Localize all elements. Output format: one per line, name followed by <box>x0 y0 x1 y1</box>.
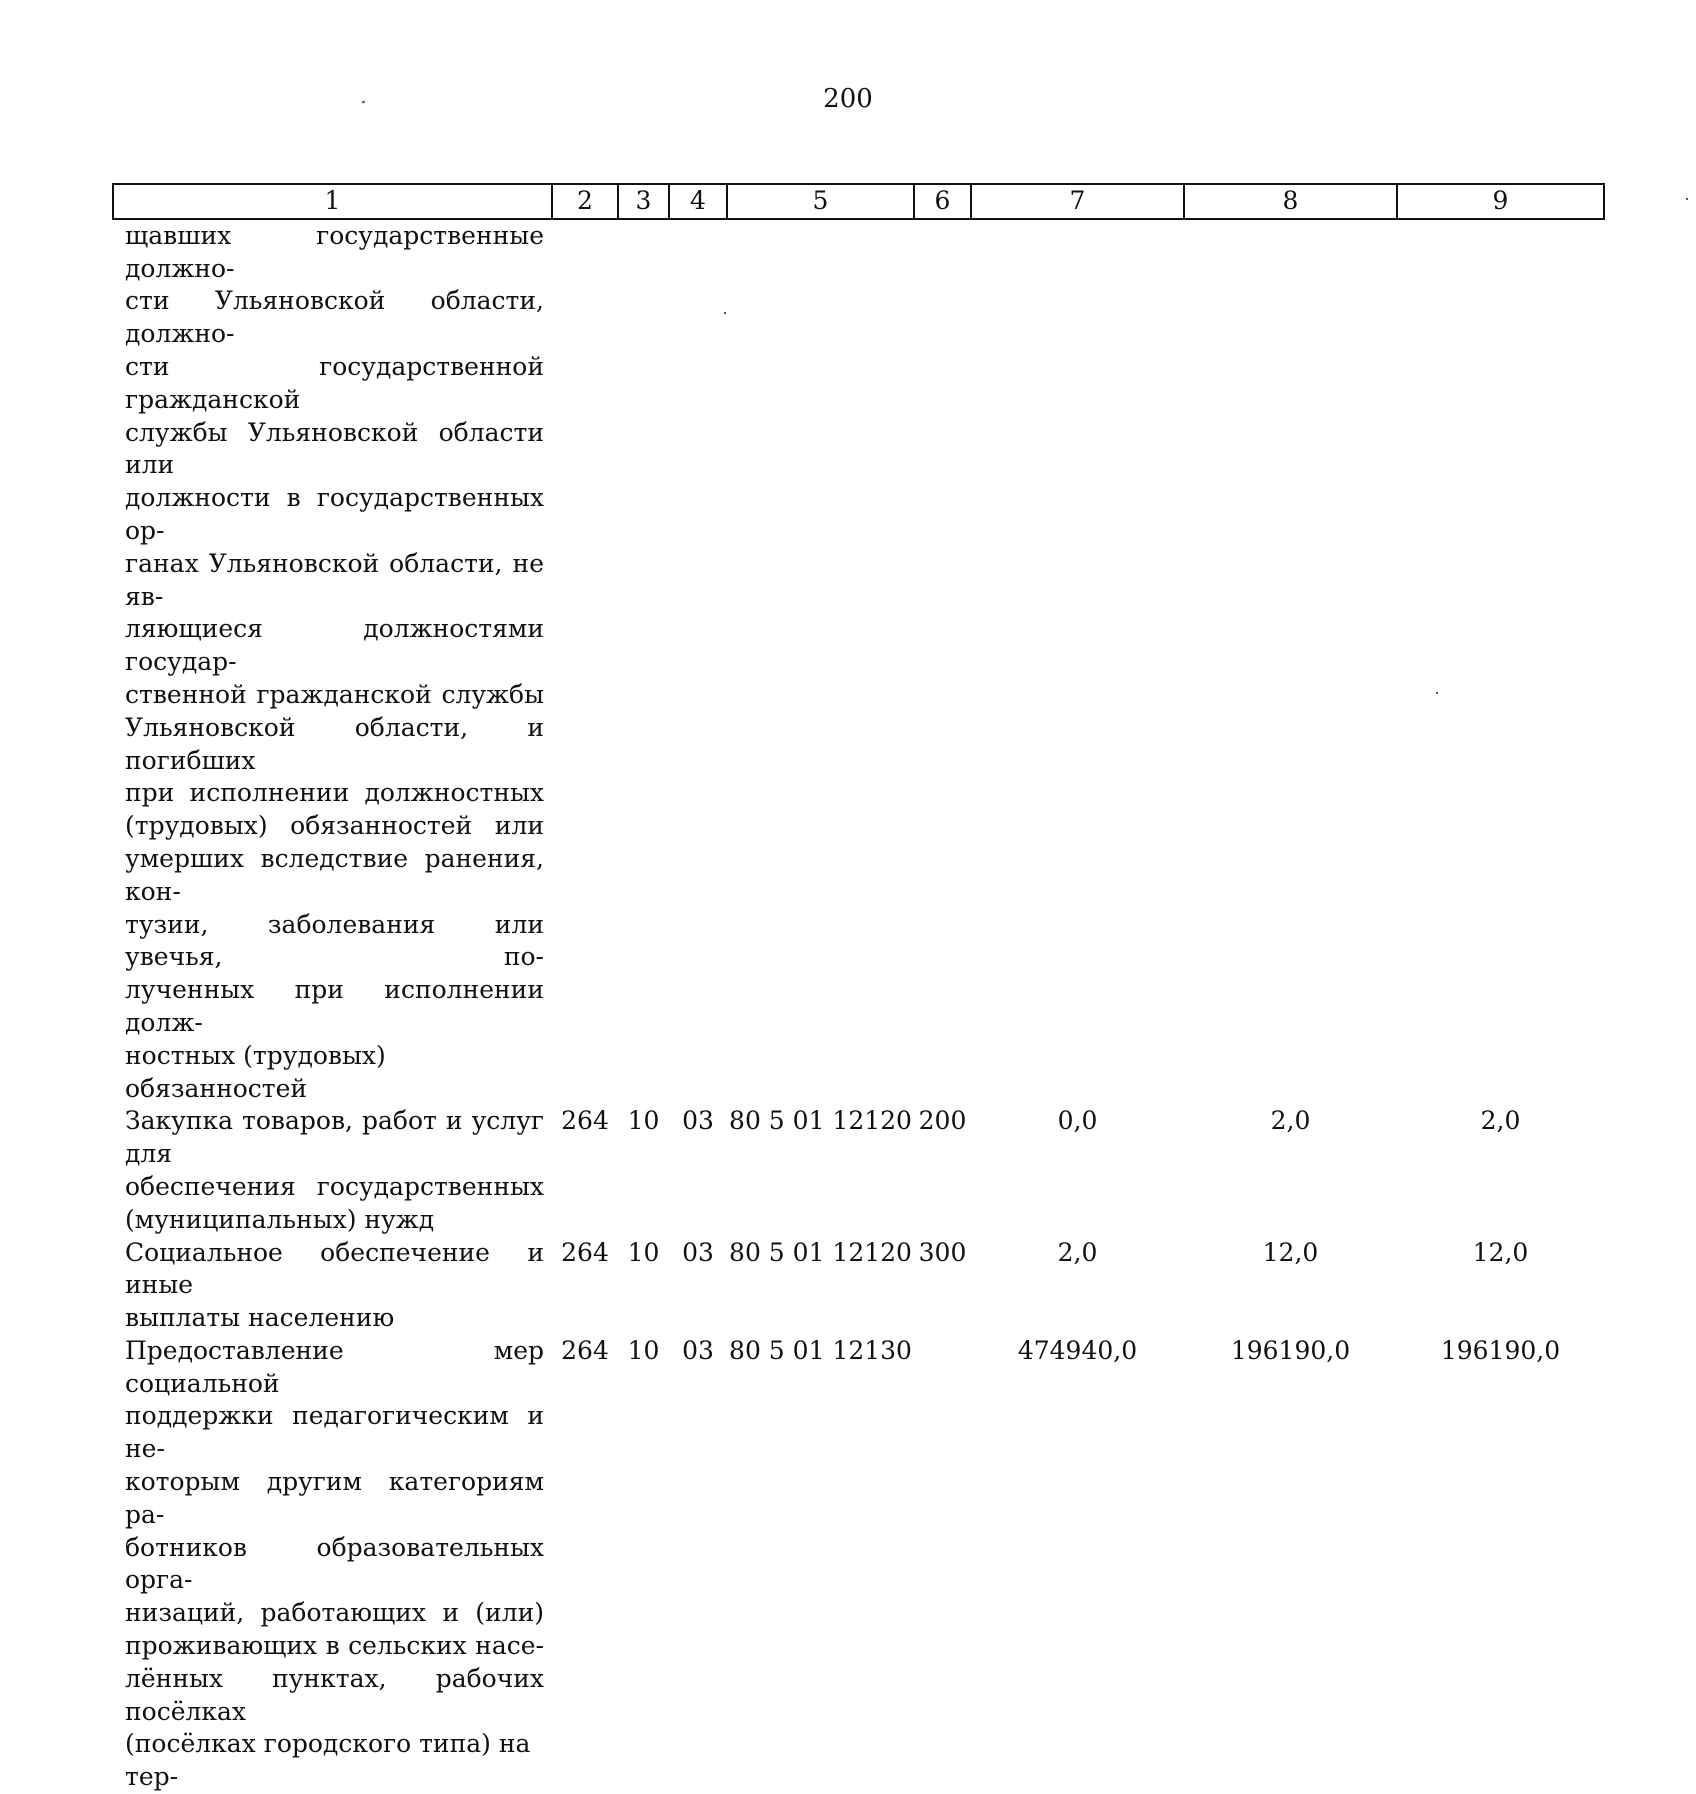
table-row <box>113 1335 1604 1794</box>
description-line: щавших государственные должно- <box>125 220 544 283</box>
target-article-code: 80 5 01 12130 <box>729 1335 912 1365</box>
amount-col-9: 12,0 <box>1472 1237 1529 1267</box>
amount-col-9: 196190,0 <box>1440 1335 1561 1365</box>
description-line: низаций, работающих и (или) <box>125 1598 544 1628</box>
amount-col-9 <box>1397 219 1604 1106</box>
column-header-6: 6 <box>914 184 971 219</box>
amount-col-8: 2,0 <box>1270 1106 1311 1136</box>
description-line: умерших вследствие ранения, кон- <box>125 843 544 906</box>
amount-col-8 <box>1184 219 1397 1106</box>
description-line: сти Ульяновской области, должно- <box>125 286 544 349</box>
subsection-code <box>669 219 727 1106</box>
target-article-code: 80 5 01 12120 <box>729 1237 912 1267</box>
description-line: Социальное обеспечение и иные <box>125 1237 544 1300</box>
description-line: ственной гражданской службы <box>125 679 544 709</box>
column-header-3: 3 <box>618 184 669 219</box>
row-description <box>113 1105 552 1236</box>
description-line: обеспечения государственных <box>125 1171 544 1201</box>
description-line: лученных при исполнении долж- <box>125 975 544 1037</box>
amount-col-7 <box>971 219 1184 1106</box>
description-line: ганах Ульяновской области, не яв- <box>125 548 544 611</box>
subsection-code: 03 <box>682 1237 714 1267</box>
column-header-8: 8 <box>1184 184 1397 219</box>
row-description <box>113 219 552 1106</box>
table-row <box>113 219 1604 1106</box>
expense-type-code <box>914 219 971 1106</box>
description-line: тузии, заболевания или увечья, по- <box>125 909 544 972</box>
description-line: (муниципальных) нужд <box>125 1204 435 1234</box>
amount-col-7: 474940,0 <box>1017 1335 1138 1365</box>
section-code: 10 <box>627 1335 660 1365</box>
description-line: ностных (трудовых) обязанностей <box>125 1040 386 1103</box>
row-description <box>113 1237 552 1335</box>
header-row <box>113 184 1604 219</box>
target-article-code: 80 5 01 12120 <box>729 1106 912 1136</box>
section-code <box>618 219 669 1106</box>
subsection-code: 03 <box>682 1106 714 1136</box>
table-row <box>113 1237 1604 1335</box>
expense-type-code: 300 <box>918 1237 967 1267</box>
description-line: ляющиеся должностями государ- <box>125 614 544 677</box>
section-code: 10 <box>627 1106 660 1136</box>
admin-code: 264 <box>561 1237 609 1267</box>
description-line: Закупка товаров, работ и услуг для <box>125 1106 544 1169</box>
description-line: которым другим категориям ра- <box>125 1467 544 1529</box>
column-header-4: 4 <box>669 184 727 219</box>
description-line: (трудовых) обязанностей или <box>125 811 544 841</box>
section-code: 10 <box>627 1237 660 1267</box>
description-line: поддержки педагогическим и не- <box>125 1401 544 1464</box>
table-header <box>113 184 1604 219</box>
column-header-5: 5 <box>727 184 914 219</box>
column-header-1: 1 <box>113 184 552 219</box>
description-line: службы Ульяновской области или <box>125 417 544 480</box>
admin-code <box>552 219 618 1106</box>
description-line: сти государственной гражданской <box>125 351 544 414</box>
description-line: лённых пунктах, рабочих посёлках <box>125 1663 544 1726</box>
description-line: при исполнении должностных <box>125 778 544 808</box>
description-line: (посёлках городского типа) на тер- <box>125 1729 531 1792</box>
description-line: должности в государственных ор- <box>125 483 544 545</box>
column-header-7: 7 <box>971 184 1184 219</box>
description-line: Ульяновской области, и погибших <box>125 712 544 775</box>
column-header-9: 9 <box>1397 184 1604 219</box>
table-row <box>113 1105 1604 1236</box>
description-line: выплаты населению <box>125 1303 395 1333</box>
amount-col-9: 2,0 <box>1480 1106 1521 1136</box>
amount-col-7: 2,0 <box>1057 1237 1098 1267</box>
description-line: ботников образовательных орга- <box>125 1532 544 1595</box>
row-description <box>113 1335 552 1794</box>
budget-table <box>112 183 1605 1794</box>
description-line: Предоставление мер социальной <box>125 1335 544 1398</box>
table-body <box>113 219 1604 1794</box>
admin-code: 264 <box>561 1335 609 1365</box>
admin-code: 264 <box>561 1106 609 1136</box>
amount-col-8: 12,0 <box>1262 1237 1319 1267</box>
column-header-2: 2 <box>552 184 618 219</box>
subsection-code: 03 <box>682 1335 714 1365</box>
amount-col-8: 196190,0 <box>1230 1335 1351 1365</box>
description-line: проживающих в сельских насе- <box>125 1631 544 1661</box>
expense-type-code: 200 <box>918 1106 967 1136</box>
page-number: 200 <box>823 84 873 114</box>
scan-speck <box>1686 198 1688 200</box>
target-article-code <box>727 219 914 1106</box>
amount-col-7: 0,0 <box>1057 1106 1098 1136</box>
expense-type-code <box>914 1335 971 1794</box>
